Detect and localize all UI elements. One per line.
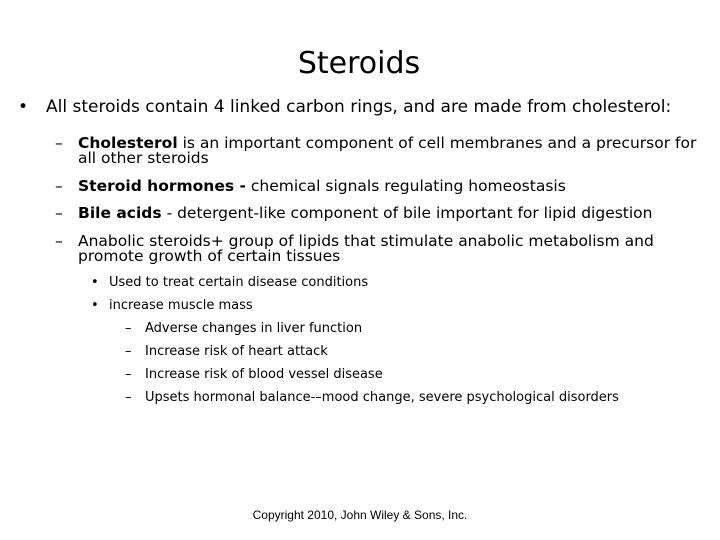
sub-item bbox=[91, 298, 609, 313]
dash-icon: – bbox=[55, 204, 63, 222]
effect-item bbox=[125, 390, 665, 405]
effect-item bbox=[125, 344, 665, 359]
dash-icon: – bbox=[55, 177, 63, 195]
dash-icon: – bbox=[55, 232, 63, 250]
item-text: - detergent-like component of bile important for lipid digestion bbox=[161, 204, 653, 222]
item-text: chemical signals regulating homeostasis bbox=[245, 177, 566, 195]
dash-icon: – bbox=[125, 367, 132, 382]
slide-title: Steroids bbox=[297, 46, 421, 81]
item-bile-acids bbox=[55, 204, 698, 222]
bullet-icon: • bbox=[91, 275, 99, 290]
bullet-icon: • bbox=[18, 97, 29, 117]
item-cholesterol bbox=[55, 134, 698, 167]
item-text: is an important component of cell membranes and a precursor for all other steroids bbox=[78, 134, 697, 167]
effect-text: Increase risk of heart attack bbox=[145, 344, 328, 359]
sub-item-text: increase muscle mass bbox=[109, 298, 253, 313]
item-text: Anabolic steroids+ group of lipids that stimulate anabolic metabolism and promote growth of certain tissues bbox=[78, 232, 654, 265]
dash-icon: – bbox=[55, 134, 63, 152]
copyright-footer: Copyright 2010, John Wiley & Sons, Inc. bbox=[252, 508, 468, 522]
effect-text: Increase risk of blood vessel disease bbox=[145, 367, 383, 382]
sub-item-text: Used to treat certain disease conditions bbox=[109, 275, 369, 290]
bullet-icon: • bbox=[91, 298, 99, 313]
item-steroid-hormones bbox=[55, 177, 698, 195]
main-bullet bbox=[18, 97, 706, 117]
item-term: Cholesterol bbox=[78, 134, 178, 152]
effect-item bbox=[125, 321, 665, 336]
sub-item bbox=[91, 275, 609, 290]
dash-icon: – bbox=[125, 321, 132, 336]
effect-text: Upsets hormonal balance-–mood change, severe psychological disorders bbox=[145, 390, 619, 405]
dash-icon: – bbox=[125, 344, 132, 359]
item-anabolic-steroids bbox=[55, 232, 698, 265]
item-term: Steroid hormones - bbox=[78, 177, 246, 195]
effect-text: Adverse changes in liver function bbox=[145, 321, 363, 336]
dash-icon: – bbox=[125, 390, 132, 405]
effect-item bbox=[125, 367, 665, 382]
main-bullet-text: All steroids contain 4 linked carbon rings, and are made from cholesterol: bbox=[46, 97, 672, 117]
item-term: Bile acids bbox=[78, 204, 162, 222]
